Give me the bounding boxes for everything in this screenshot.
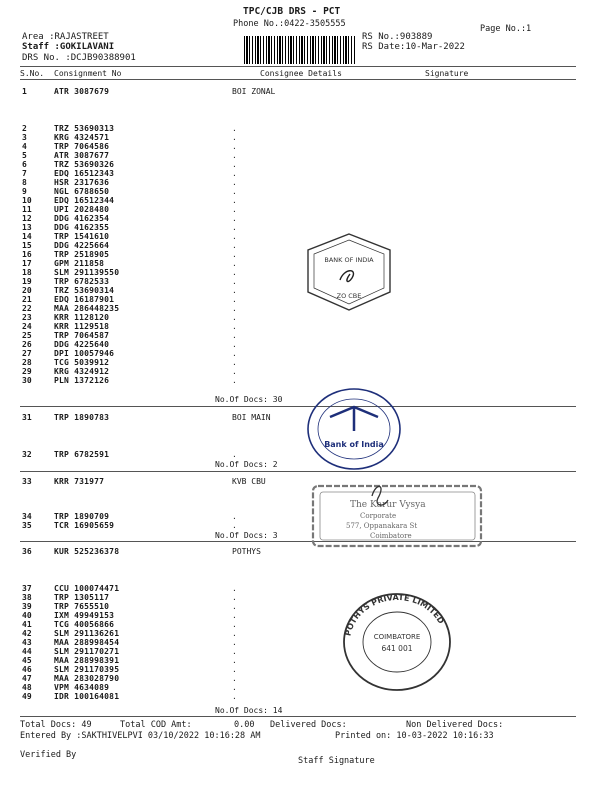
- printed-on: Printed on: 10-03-2022 10:16:33: [335, 731, 494, 741]
- signature-dot: .: [232, 584, 237, 593]
- consignment-no: MAA 286448235: [54, 304, 120, 313]
- row-sno: 9: [22, 187, 27, 196]
- consignee-name: KVB CBU: [232, 477, 266, 486]
- row-sno: 33: [22, 477, 32, 486]
- table-row: [0, 620, 600, 629]
- consignment-no: DPI 10057946: [54, 349, 115, 358]
- table-row: [0, 683, 600, 692]
- group-doc-count: No.Of Docs: 2: [215, 460, 278, 469]
- row-sno: 7: [22, 169, 27, 178]
- table-row: [0, 322, 600, 331]
- signature-dot: .: [232, 638, 237, 647]
- boi-main-stamp: [300, 385, 408, 473]
- consignment-no: KRG 4324912: [54, 367, 110, 376]
- consignment-no: IDR 100164081: [54, 692, 120, 701]
- table-row: [0, 160, 600, 169]
- row-sno: 39: [22, 602, 32, 611]
- signature-dot: .: [232, 295, 237, 304]
- table-row: [0, 692, 600, 701]
- row-sno: 11: [22, 205, 32, 214]
- consignment-no: EDQ 16187901: [54, 295, 115, 304]
- verified-by: Verified By: [20, 750, 77, 760]
- table-row: [0, 593, 600, 602]
- row-sno: 23: [22, 313, 32, 322]
- consignment-no: GPM 211858: [54, 259, 105, 268]
- row-sno: 15: [22, 241, 32, 250]
- consignment-no: TRP 7064587: [54, 331, 110, 340]
- row-sno: 38: [22, 593, 32, 602]
- row-sno: 5: [22, 151, 27, 160]
- table-row: [0, 133, 600, 142]
- row-sno: 12: [22, 214, 32, 223]
- rs-number: RS No.:903889: [362, 32, 433, 42]
- table-row: [0, 358, 600, 367]
- row-sno: 34: [22, 512, 32, 521]
- row-sno: 31: [22, 413, 32, 422]
- consignment-no: MAA 288998454: [54, 638, 120, 647]
- signature-dot: .: [232, 277, 237, 286]
- group-rule: [20, 541, 576, 542]
- col-consignment: Consignment No: [54, 69, 122, 78]
- table-row: [0, 205, 600, 214]
- table-row: [0, 367, 600, 376]
- consignment-no: DDG 4225664: [54, 241, 110, 250]
- consignment-no: VPM 4634089: [54, 683, 110, 692]
- row-sno: 8: [22, 178, 27, 187]
- stamp-text: COIMBATORE: [373, 633, 421, 641]
- signature-dot: .: [232, 521, 237, 530]
- signature-dot: .: [232, 151, 237, 160]
- signature-dot: .: [232, 674, 237, 683]
- row-sno: 49: [22, 692, 32, 701]
- consignment-no: ATR 3087679: [54, 87, 110, 96]
- delivered-docs: Delivered Docs:: [270, 720, 347, 730]
- row-sno: 24: [22, 322, 32, 331]
- signature-dot: .: [232, 178, 237, 187]
- signature-dot: .: [232, 205, 237, 214]
- rs-date: RS Date:10-Mar-2022: [362, 42, 465, 52]
- signature-dot: .: [232, 259, 237, 268]
- consignee-name: POTHYS: [232, 547, 261, 556]
- table-row: [0, 584, 600, 593]
- drs-number: DRS No. :DCJB90388901: [22, 53, 136, 63]
- signature-dot: .: [232, 692, 237, 701]
- row-sno: 48: [22, 683, 32, 692]
- row-sno: 14: [22, 232, 32, 241]
- consignment-no: TRP 1890709: [54, 512, 110, 521]
- consignment-no: TRP 6782591: [54, 450, 110, 459]
- stamp-text: Bank of India: [324, 440, 384, 449]
- row-sno: 22: [22, 304, 32, 313]
- row-sno: 1: [22, 87, 27, 96]
- table-row: [0, 142, 600, 151]
- consignment-no: TCG 40056866: [54, 620, 115, 629]
- consignment-no: TRP 1541610: [54, 232, 110, 241]
- consignment-no: UPI 2028480: [54, 205, 110, 214]
- total-cod-value: 0.00: [234, 720, 255, 730]
- signature-dot: .: [232, 340, 237, 349]
- signature-dot: .: [232, 512, 237, 521]
- row-sno: 6: [22, 160, 27, 169]
- consignment-no: TCR 16905659: [54, 521, 115, 530]
- consignment-no: TRP 7655510: [54, 602, 110, 611]
- consignment-no: TRP 6782533: [54, 277, 110, 286]
- consignment-no: EDQ 16512344: [54, 196, 115, 205]
- row-sno: 27: [22, 349, 32, 358]
- signature-dot: .: [232, 376, 237, 385]
- table-row: [0, 629, 600, 638]
- svg-text:POTHYS PRIVATE LIMITED: [343, 593, 445, 637]
- row-sno: 19: [22, 277, 32, 286]
- consignment-no: EDQ 16512343: [54, 169, 115, 178]
- stamp-text: The Karur Vysya: [350, 500, 426, 510]
- kvb-stamp: [310, 482, 485, 552]
- consignment-no: TRP 1890783: [54, 413, 110, 422]
- total-docs: Total Docs: 49: [20, 720, 92, 730]
- column-header-rule: [20, 79, 576, 80]
- staff-label: Staff :GOKILAVANI: [22, 42, 115, 52]
- table-row: [0, 178, 600, 187]
- pothys-stamp: [340, 590, 455, 695]
- signature-dot: .: [232, 169, 237, 178]
- signature-dot: .: [232, 187, 237, 196]
- header-rule: [20, 66, 576, 67]
- stamp-text: ZO CBE: [336, 292, 362, 300]
- signature-dot: .: [232, 286, 237, 295]
- table-row: [0, 674, 600, 683]
- signature-dot: .: [232, 656, 237, 665]
- signature-dot: .: [232, 241, 237, 250]
- table-row: [0, 87, 600, 96]
- group-rule: [20, 406, 576, 407]
- row-sno: 16: [22, 250, 32, 259]
- row-sno: 2: [22, 124, 27, 133]
- signature-dot: .: [232, 665, 237, 674]
- consignee-name: BOI MAIN: [232, 413, 271, 422]
- group-doc-count: No.Of Docs: 3: [215, 531, 278, 540]
- consignment-no: HSR 2317636: [54, 178, 110, 187]
- consignment-no: TRZ 53690313: [54, 124, 115, 133]
- row-sno: 13: [22, 223, 32, 232]
- signature-dot: .: [232, 349, 237, 358]
- row-sno: 40: [22, 611, 32, 620]
- row-sno: 10: [22, 196, 32, 205]
- staff-signature: Staff Signature: [298, 756, 375, 766]
- group-rule: [20, 471, 576, 472]
- table-row: [0, 477, 600, 486]
- consignment-no: KRR 1128120: [54, 313, 110, 322]
- stamp-text: Coimbatore: [370, 532, 412, 540]
- col-sno: S.No.: [20, 69, 45, 78]
- signature-dot: .: [232, 268, 237, 277]
- consignment-no: NGL 6788650: [54, 187, 110, 196]
- table-row: [0, 340, 600, 349]
- consignment-no: SLM 291139550: [54, 268, 120, 277]
- signature-dot: .: [232, 250, 237, 259]
- signature-dot: .: [232, 450, 237, 459]
- boi-zonal-stamp: [300, 228, 398, 316]
- signature-dot: .: [232, 160, 237, 169]
- table-row: [0, 196, 600, 205]
- row-sno: 36: [22, 547, 32, 556]
- row-sno: 29: [22, 367, 32, 376]
- signature-dot: .: [232, 358, 237, 367]
- table-row: [0, 349, 600, 358]
- consignment-no: SLM 291170271: [54, 647, 120, 656]
- table-row: [0, 547, 600, 556]
- group-doc-count: No.Of Docs: 14: [215, 706, 283, 715]
- consignment-no: TRZ 53690326: [54, 160, 115, 169]
- row-sno: 4: [22, 142, 27, 151]
- table-row: [0, 187, 600, 196]
- stamp-text: BANK OF INDIA: [324, 256, 374, 264]
- row-sno: 17: [22, 259, 32, 268]
- page-title: TPC/CJB DRS - PCT: [243, 6, 341, 17]
- table-row: [0, 665, 600, 674]
- consignment-no: SLM 291136261: [54, 629, 120, 638]
- row-sno: 43: [22, 638, 32, 647]
- consignment-no: TRZ 53690314: [54, 286, 115, 295]
- signature-dot: .: [232, 647, 237, 656]
- consignment-no: PLN 1372126: [54, 376, 110, 385]
- table-row: [0, 521, 600, 530]
- table-row: [0, 611, 600, 620]
- signature-dot: .: [232, 331, 237, 340]
- consignee-name: BOI ZONAL: [232, 87, 276, 96]
- signature-dot: .: [232, 133, 237, 142]
- row-sno: 45: [22, 656, 32, 665]
- col-consignee-details: Consignee Details: [260, 69, 342, 78]
- signature-dot: .: [232, 629, 237, 638]
- row-sno: 18: [22, 268, 32, 277]
- consignment-no: MAA 283028790: [54, 674, 120, 683]
- table-row: [0, 124, 600, 133]
- row-sno: 20: [22, 286, 32, 295]
- page-number: Page No.:1: [480, 24, 532, 34]
- table-row: [0, 638, 600, 647]
- table-row: [0, 151, 600, 160]
- signature-dot: .: [232, 214, 237, 223]
- signature-dot: .: [232, 313, 237, 322]
- phone-number: Phone No.:0422-3505555: [233, 19, 346, 29]
- row-sno: 26: [22, 340, 32, 349]
- consignment-no: TRP 1305117: [54, 593, 110, 602]
- table-row: [0, 602, 600, 611]
- signature-dot: .: [232, 232, 237, 241]
- table-row: [0, 376, 600, 385]
- table-row: [0, 331, 600, 340]
- consignment-no: DDG 4225640: [54, 340, 110, 349]
- consignment-no: KRR 731977: [54, 477, 105, 486]
- row-sno: 30: [22, 376, 32, 385]
- barcode: [244, 36, 356, 64]
- consignment-no: KRR 1129518: [54, 322, 110, 331]
- total-cod-label: Total COD Amt:: [120, 720, 192, 730]
- consignment-no: KRG 4324571: [54, 133, 110, 142]
- table-row: [0, 647, 600, 656]
- row-sno: 35: [22, 521, 32, 530]
- non-delivered-docs: Non Delivered Docs:: [406, 720, 504, 730]
- row-sno: 28: [22, 358, 32, 367]
- area-label: Area :RAJASTREET: [22, 32, 109, 42]
- row-sno: 37: [22, 584, 32, 593]
- signature-dot: .: [232, 304, 237, 313]
- consignment-no: TRP 2518905: [54, 250, 110, 259]
- consignment-no: DDG 4162354: [54, 214, 110, 223]
- signature-dot: .: [232, 593, 237, 602]
- row-sno: 47: [22, 674, 32, 683]
- consignment-no: CCU 100074471: [54, 584, 120, 593]
- signature-dot: .: [232, 611, 237, 620]
- consignment-no: TRP 7064586: [54, 142, 110, 151]
- table-row: [0, 512, 600, 521]
- stamp-text: 577, Oppanakara St: [346, 522, 418, 530]
- signature-dot: .: [232, 124, 237, 133]
- consignment-no: IXM 49949153: [54, 611, 115, 620]
- row-sno: 41: [22, 620, 32, 629]
- row-sno: 21: [22, 295, 32, 304]
- signature-dot: .: [232, 322, 237, 331]
- signature-dot: .: [232, 620, 237, 629]
- signature-dot: .: [232, 602, 237, 611]
- row-sno: 46: [22, 665, 32, 674]
- table-row: [0, 169, 600, 178]
- consignment-no: MAA 288998391: [54, 656, 120, 665]
- group-rule: [20, 716, 576, 717]
- row-sno: 3: [22, 133, 27, 142]
- consignment-no: DDG 4162355: [54, 223, 110, 232]
- signature-dot: .: [232, 142, 237, 151]
- row-sno: 44: [22, 647, 32, 656]
- row-sno: 32: [22, 450, 32, 459]
- signature-dot: .: [232, 223, 237, 232]
- row-sno: 42: [22, 629, 32, 638]
- stamp-text: POTHYS PRIVATE LIMITED: [343, 592, 446, 637]
- entered-by: Entered By :SAKTHIVELPVI 03/10/2022 10:16:28 AM: [20, 731, 261, 741]
- stamp-text: 641 001: [381, 644, 413, 653]
- stamp-text: Corporate: [360, 512, 397, 520]
- consignment-no: ATR 3087677: [54, 151, 110, 160]
- consignment-no: SLM 291170395: [54, 665, 120, 674]
- signature-dot: .: [232, 196, 237, 205]
- row-sno: 25: [22, 331, 32, 340]
- table-row: [0, 656, 600, 665]
- col-signature: Signature: [425, 69, 469, 78]
- table-row: [0, 214, 600, 223]
- consignment-no: KUR 525236378: [54, 547, 120, 556]
- signature-dot: .: [232, 367, 237, 376]
- signature-dot: .: [232, 683, 237, 692]
- group-doc-count: No.Of Docs: 30: [215, 395, 283, 404]
- consignment-no: TCG 5039912: [54, 358, 110, 367]
